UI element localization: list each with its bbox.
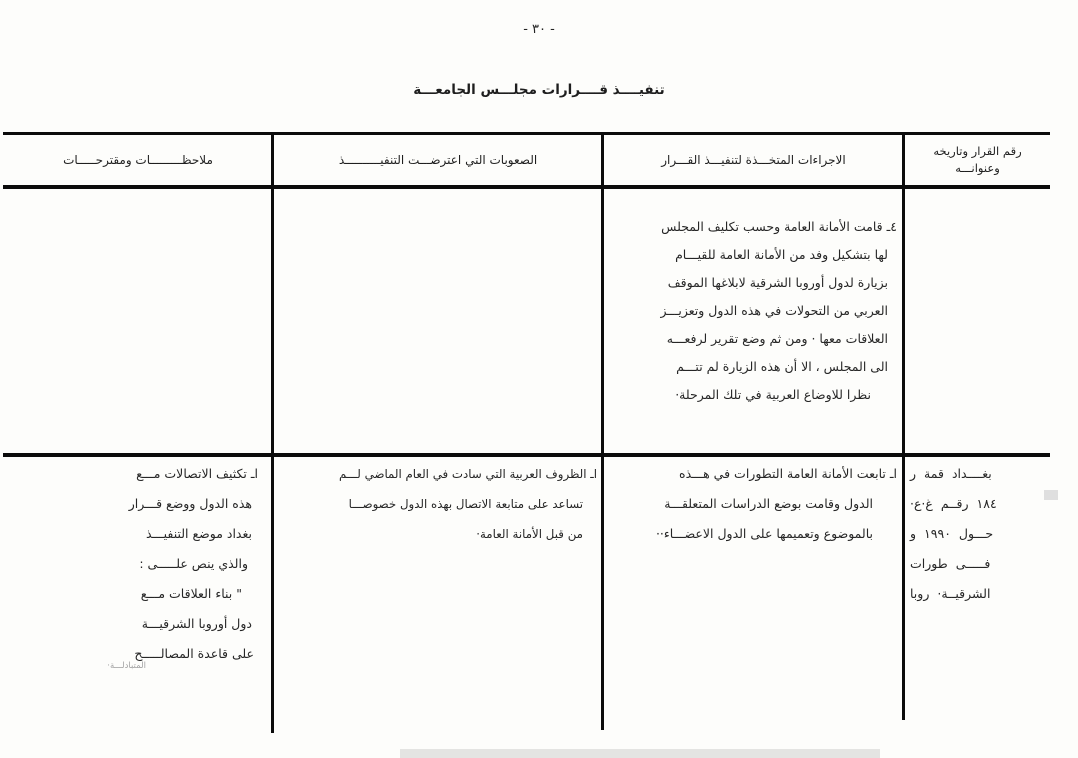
- text-line: غ·ع· رقــم ١٨٤: [910, 496, 997, 511]
- text-line: طورات فـــــى: [910, 556, 991, 571]
- scan-artifact: [1044, 490, 1058, 500]
- text-line: تساعد على متابعة الاتصال بهذه الدول خصوصـــا: [348, 497, 583, 511]
- header-notes-column: ملاحظـــــــــات ومقترحـــــات: [63, 153, 213, 167]
- text-line: على قاعدة المصالـــــح: [134, 646, 254, 661]
- text-line: لها بتشكيل وفد من الأمانة العامة للقيـــام: [675, 247, 888, 262]
- scan-artifact: [400, 749, 880, 758]
- column-divider-decision: [902, 132, 905, 720]
- header-bottom-border: [3, 185, 1050, 189]
- text-line: الدول وقامت بوضع الدراسات المتعلقـــة: [664, 496, 873, 511]
- text-line: روبا الشرقيــة·: [910, 586, 991, 601]
- header-difficulties-column: الصعوبات التي اعترضـــت التنفيــــــــــذ: [338, 153, 538, 167]
- text-line: بغداد موضع التنفيـــذ: [146, 526, 252, 541]
- column-divider-notes: [271, 132, 274, 733]
- table-top-border: [3, 132, 1050, 135]
- header-decision-line2: وعنوانـــه: [955, 161, 1000, 175]
- text-line: اـ تكثيف الاتصالات مـــع: [136, 466, 258, 481]
- row-separator-border: [3, 453, 1050, 457]
- text-line: ٤ـ قامت الأمانة العامة وحسب تكليف المجلس: [661, 219, 897, 234]
- row1-procedures-cell: [612, 213, 897, 409]
- header-procedures-column: الاجراءات المتخـــذة لتنفيـــذ القـــرار: [661, 153, 846, 167]
- header-decision-column: [905, 136, 1050, 184]
- text-line: هذه الدول ووضع قـــرار: [128, 496, 252, 511]
- row2-procedures-cell: [612, 459, 897, 549]
- text-line: دول أوروبا الشرقيـــة: [141, 616, 252, 631]
- text-line: العربي من التحولات في هذه الدول وتعزيـــز: [660, 303, 888, 318]
- row2-decision-cell: [910, 459, 1050, 609]
- text-line: " بناء العلاقات مـــع: [140, 586, 242, 601]
- text-line: والذي ينص علـــــى :: [139, 556, 248, 571]
- text-line: الى المجلس ، الا أن هذه الزيارة لم تتـــم: [676, 359, 888, 374]
- text-line: ر قمة بغــــداد: [910, 466, 992, 481]
- text-line: نظرا للاوضاع العربية في تلك المرحلة·: [675, 387, 871, 402]
- text-line: من قبل الأمانة العامة·: [476, 527, 583, 541]
- text-line: اـ الظروف العربية التي سادت في العام الماضي لـــم: [339, 467, 597, 481]
- text-line: بزيارة لدول أوروبا الشرقية لابلاغها الموقف: [667, 275, 888, 290]
- header-decision-line1: رقم القرار وتاريخه: [933, 144, 1022, 158]
- document-title: تنفيــــذ قــــرارات مجلـــس الجامعـــة: [413, 82, 665, 98]
- text-line: العلاقات معها · ومن ثم وضع تقرير لرفعـــه: [666, 331, 888, 346]
- faded-text-line: المتبادلـــة·: [107, 661, 146, 671]
- page-number: - ٣٠ -: [523, 22, 555, 37]
- column-divider-difficulties: [601, 132, 604, 730]
- text-line: بالموضوع وتعميمها على الدول الاعضـــاء··: [655, 526, 873, 541]
- row2-difficulties-cell: [280, 459, 597, 549]
- text-line: اـ تابعت الأمانة العامة التطورات في هـــذه: [679, 466, 897, 481]
- row2-notes-cell: [22, 459, 258, 671]
- text-line: و ١٩٩٠ حـــول: [910, 526, 994, 541]
